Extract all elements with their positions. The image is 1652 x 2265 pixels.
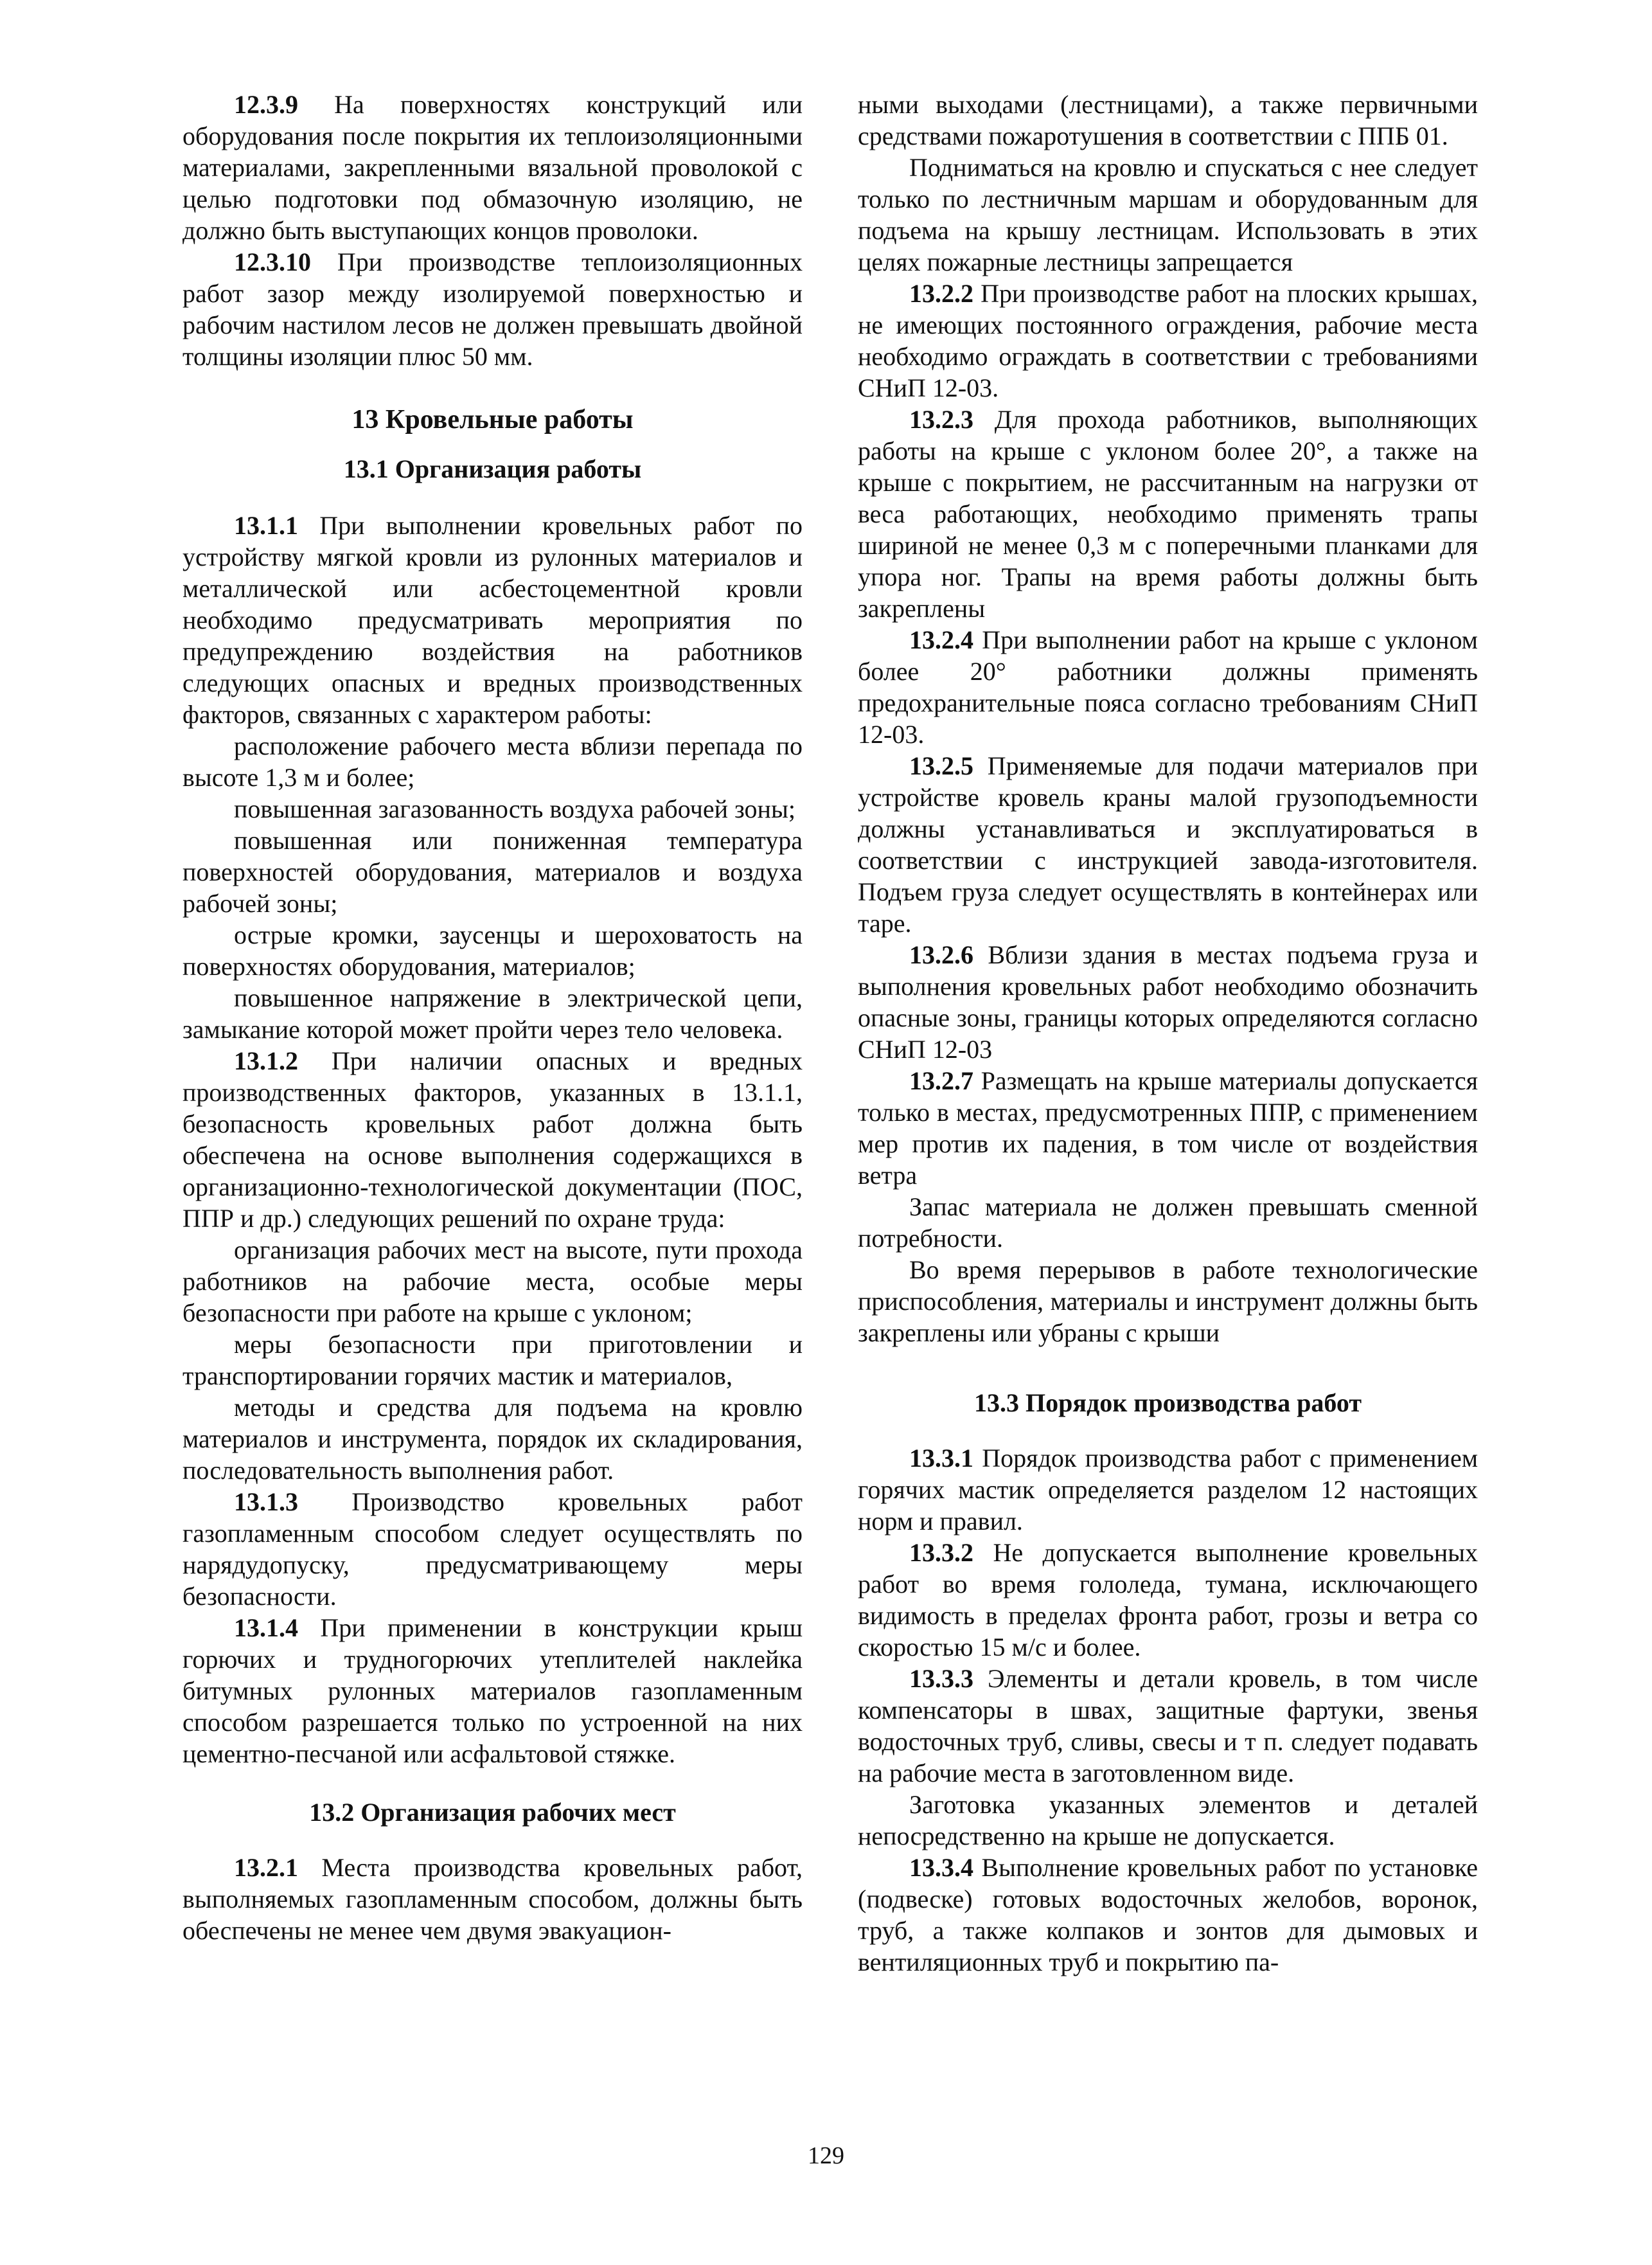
clause-number: 13.2.6 <box>909 940 973 969</box>
clause-text: Элементы и детали кровель, в том числе компенсаторы в швах, защитные фартуки, звенья водосточных труб, сливы, свесы и т п. следует подавать на рабочие места в заготовленном виде. <box>858 1664 1478 1787</box>
list-item: организация рабочих мест на высоте, пути прохода работников на рабочие места, особые меры безопасности при работе на крыше с уклоном; <box>182 1235 803 1327</box>
clause-text: Выполнение кровельных работ по установке (подвеске) готовых водосточных желобов, воронок, труб, а также колпаков и зонтов для дымовых и вентиляционных труб и покрытию па- <box>858 1853 1479 1976</box>
clause-number: 13.2.3 <box>909 405 973 434</box>
clause-number: 13.3.4 <box>909 1853 973 1882</box>
paragraph-12-3-9 <box>182 89 803 246</box>
paragraph-13-2-6 <box>858 939 1478 1065</box>
paragraph-13-2-5 <box>858 750 1478 939</box>
list-item: повышенное напряжение в электрической цепи, замыкание которой может пройти через тело человека. <box>182 983 803 1044</box>
paragraph-13-2-4 <box>858 624 1478 750</box>
left-column <box>182 89 803 1946</box>
clause-number: 13.1.1 <box>234 511 298 540</box>
paragraph-13-1-3 <box>182 1486 803 1612</box>
list-item: острые кромки, заусенцы и шероховатость на поверхностях оборудования, материалов; <box>182 920 803 981</box>
clause-number: 13.3.2 <box>909 1538 973 1567</box>
paragraph-13-3-2 <box>858 1537 1478 1663</box>
paragraph-13-2-3 <box>858 404 1478 624</box>
list-item: методы и средства для подъема на кровлю материалов и инструмента, порядок их складирования, последовательность выполнения работ. <box>182 1393 803 1485</box>
clause-text: Вблизи здания в местах подъема груза и выполнения кровельных работ необходимо обозначить опасные зоны, границы которых определяются согласно СНиП 12-03 <box>858 940 1479 1064</box>
clause-number: 13.2.4 <box>909 625 973 654</box>
clause-number: 13.2.2 <box>909 279 973 308</box>
paragraph-13-1-1 <box>182 510 803 730</box>
paragraph-preparation: Заготовка указанных элементов и деталей непосредственно на крыше не допускается. <box>858 1790 1478 1850</box>
list-item: повышенная или пониженная температура поверхностей оборудования, материалов и воздуха рабочей зоны; <box>182 826 803 918</box>
list-item: расположение рабочего места вблизи перепада по высоте 1,3 м и более; <box>182 731 803 792</box>
list-item: меры безопасности при приготовлении и транспортировании горячих мастик и материалов, <box>182 1330 803 1390</box>
clause-number: 13.1.3 <box>234 1487 298 1516</box>
paragraph-13-3-4 <box>858 1852 1478 1978</box>
paragraph-13-1-4 <box>182 1612 803 1769</box>
paragraph-material-stock: Запас материала не должен превышать сменной потребности. <box>858 1192 1478 1253</box>
clause-text: Размещать на крыше материалы допускается только в местах, предусмотренных ППР, с применением мер против их падения, в том числе от воздействия ветра <box>858 1066 1478 1190</box>
clause-number: 13.3.3 <box>909 1664 973 1693</box>
clause-text: При выполнении кровельных работ по устройству мягкой кровли из рулонных материалов и металлической или асбестоцементной кровли необходимо предусматривать мероприятия по предупреждению воздействия на работников следующих опасных и вредных производственных факторов, связанных с характером работы: <box>182 511 803 729</box>
clause-text: На поверхностях конструкций или оборудования после покрытия их теплоизоляционными материалами, закрепленными вязальной проволокой с целью подготовки под обмазочную изоляцию, не должно быть выступающих концов проволоки. <box>182 90 803 245</box>
clause-text: При применении в конструкции крыш горючих и трудногорючих утеплителей наклейка битумных рулонных материалов газопламенным способом разрешается только по устроенной на них цементно-песчаной или асфальтовой стяжке. <box>182 1613 803 1768</box>
clause-number: 13.2.7 <box>909 1066 973 1095</box>
clause-text: Не допускается выполнение кровельных работ во время гололеда, тумана, исключающего видимость в пределах фронта работ, грозы и ветра со скоростью 15 м/с и более. <box>858 1538 1478 1661</box>
paragraph-12-3-10 <box>182 246 803 372</box>
clause-number: 13.1.2 <box>234 1046 298 1075</box>
clause-text: При производстве работ на плоских крышах, не имеющих постоянного ограждения, рабочие места необходимо ограждать в соответствии с требованиями СНиП 12-03. <box>858 279 1479 402</box>
paragraph-13-2-1 <box>182 1852 803 1946</box>
list-item: повышенная загазованность воздуха рабочей зоны; <box>234 794 795 823</box>
clause-text: При производстве теплоизоляционных работ зазор между изолируемой поверхностью и рабочим настилом лесов не должен превышать двойной толщины изоляции плюс 50 мм. <box>182 247 803 371</box>
clause-text: При выполнении работ на крыше с уклоном более 20° работники должны применять предохранительные пояса согласно требованиям СНиП 12-03. <box>858 625 1478 749</box>
paragraph-13-2-2 <box>858 278 1478 404</box>
paragraph-breaks: Во время перерывов в работе технологические приспособления, материалы и инструмент должны быть закреплены или убраны с крыши <box>858 1255 1478 1347</box>
subsection-heading-13-2: 13.2 Организация рабочих мест <box>309 1798 676 1827</box>
page-number: 129 <box>808 2142 844 2169</box>
clause-number: 13.2.1 <box>234 1853 298 1882</box>
subsection-heading-13-3: 13.3 Порядок производства работ <box>974 1388 1362 1417</box>
paragraph-13-2-7 <box>858 1065 1478 1191</box>
paragraph-roof-access: Подниматься на кровлю и спускаться с нее следует только по лестничным маршам и оборудованным для подъема на крышу лестницам. Использовать в этих целях пожарные лестницы запрещается <box>858 153 1478 276</box>
clause-number: 13.1.4 <box>234 1613 298 1642</box>
clause-number: 12.3.10 <box>234 247 311 276</box>
right-column <box>858 89 1478 1978</box>
paragraph-13-3-1 <box>858 1442 1478 1537</box>
section-heading-13: 13 Кровельные работы <box>351 405 634 434</box>
clause-text: Для прохода работников, выполняющих работы на крыше с уклоном более 20°, а также на крыше с покрытием, не рассчитанным на нагрузки от веса работающих, необходимо применять трапы шириной не менее 0,3 м с поперечными планками для упора ног. Трапы на время работы должны быть закреплены <box>858 405 1479 623</box>
clause-number: 12.3.9 <box>234 90 298 119</box>
clause-number: 13.3.1 <box>909 1444 973 1473</box>
clause-text: Места производства кровельных работ, выполняемых газопламенным способом, должны быть обеспечены не менее чем двумя эвакуацион- <box>182 1853 803 1945</box>
clause-text: При наличии опасных и вредных производственных факторов, указанных в 13.1.1, безопасность кровельных работ должна быть обеспечена на основе выполнения содержащихся в организационно-технологической документации (ПОС, ППР и др.) следующих решений по охране труда: <box>182 1046 803 1233</box>
clause-number: 13.2.5 <box>909 751 973 780</box>
clause-text: Производство кровельных работ газопламенным способом следует осуществлять по нарядудопуску, предусматривающему меры безопасности. <box>182 1487 803 1611</box>
clause-text: Применяемые для подачи материалов при устройстве кровель краны малой грузоподъемности должны устанавливаться и эксплуатироваться в соответствии с инструкцией завода-изготовителя. Подъем груза следует осуществлять в контейнерах или таре. <box>858 751 1478 938</box>
paragraph-13-1-2 <box>182 1045 803 1234</box>
paragraph-13-3-3 <box>858 1663 1478 1789</box>
subsection-heading-13-1: 13.1 Организация работы <box>343 454 642 483</box>
paragraph-13-2-1-continued: ными выходами (лестницами), а также первичными средствами пожаротушения в соответствии с ППБ 01. <box>858 90 1478 150</box>
clause-text: Порядок производства работ с применением горячих мастик определяется разделом 12 настоящих норм и правил. <box>858 1444 1479 1535</box>
